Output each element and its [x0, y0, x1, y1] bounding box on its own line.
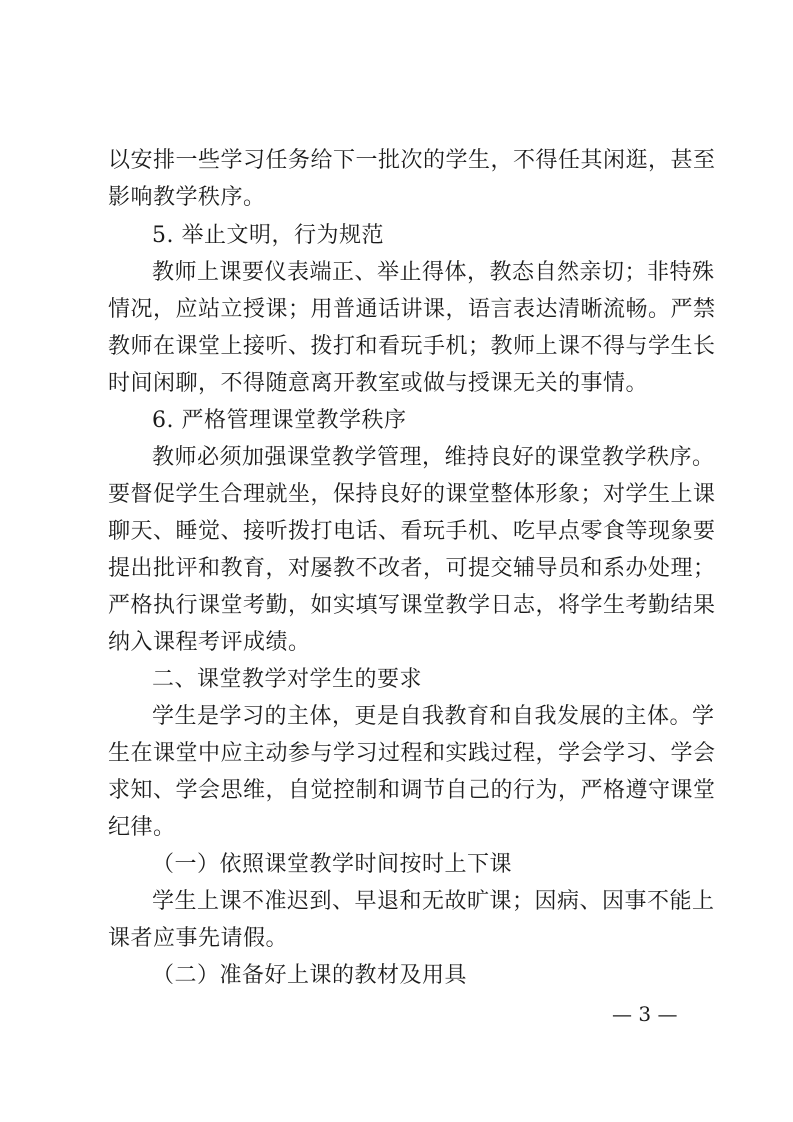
section-heading: 二、课堂教学对学生的要求 — [152, 667, 423, 692]
text-line: 情况，应站立授课；用普通话讲课，语言表达清晰流畅。严禁 — [108, 297, 716, 322]
section-heading: 6. 严格管理课堂教学秩序 — [152, 408, 407, 433]
text-line: 影响教学秩序。 — [108, 185, 266, 210]
text-line: 要督促学生合理就坐，保持良好的课堂整体形象；对学生上课 — [108, 482, 716, 507]
section-heading: （一）依照课堂教学时间按时上下课 — [152, 852, 513, 877]
text-line: 教师上课要仪表端正、举止得体，教态自然亲切；非特殊 — [152, 260, 715, 285]
text-line: 时间闲聊，不得随意离开教室或做与授课无关的事情。 — [108, 371, 649, 396]
text-line: 学生是学习的主体，更是自我教育和自我发展的主体。学 — [152, 704, 715, 729]
text-line: 严格执行课堂考勤，如实填写课堂教学日志，将学生考勤结果 — [108, 593, 716, 618]
text-line: 课者应事先请假。 — [108, 926, 289, 951]
text-line: 生在课堂中应主动参与学习过程和实践过程，学会学习、学会 — [108, 741, 716, 766]
text-line: 教师必须加强课堂教学管理，维持良好的课堂教学秩序。 — [152, 445, 715, 470]
page-number: — 3 — — [612, 1002, 678, 1026]
text-line: 学生上课不准迟到、早退和无故旷课；因病、因事不能上 — [152, 889, 715, 914]
text-line: 求知、学会思维，自觉控制和调节自己的行为，严格遵守课堂 — [108, 778, 716, 803]
text-line: 纪律。 — [108, 815, 176, 840]
text-line: 提出批评和教育，对屡教不改者，可提交辅导员和系办处理； — [108, 556, 716, 581]
section-heading: 5. 举止文明，行为规范 — [152, 223, 384, 248]
text-line: 教师在课堂上接听、拨打和看玩手机；教师上课不得与学生长 — [108, 334, 716, 359]
text-line: 以安排一些学习任务给下一批次的学生，不得任其闲逛，甚至 — [108, 148, 716, 173]
section-heading: （二）准备好上课的教材及用具 — [152, 963, 468, 988]
text-line: 聊天、睡觉、接听拨打电话、看玩手机、吃早点零食等现象要 — [108, 519, 716, 544]
text-line: 纳入课程考评成绩。 — [108, 630, 311, 655]
